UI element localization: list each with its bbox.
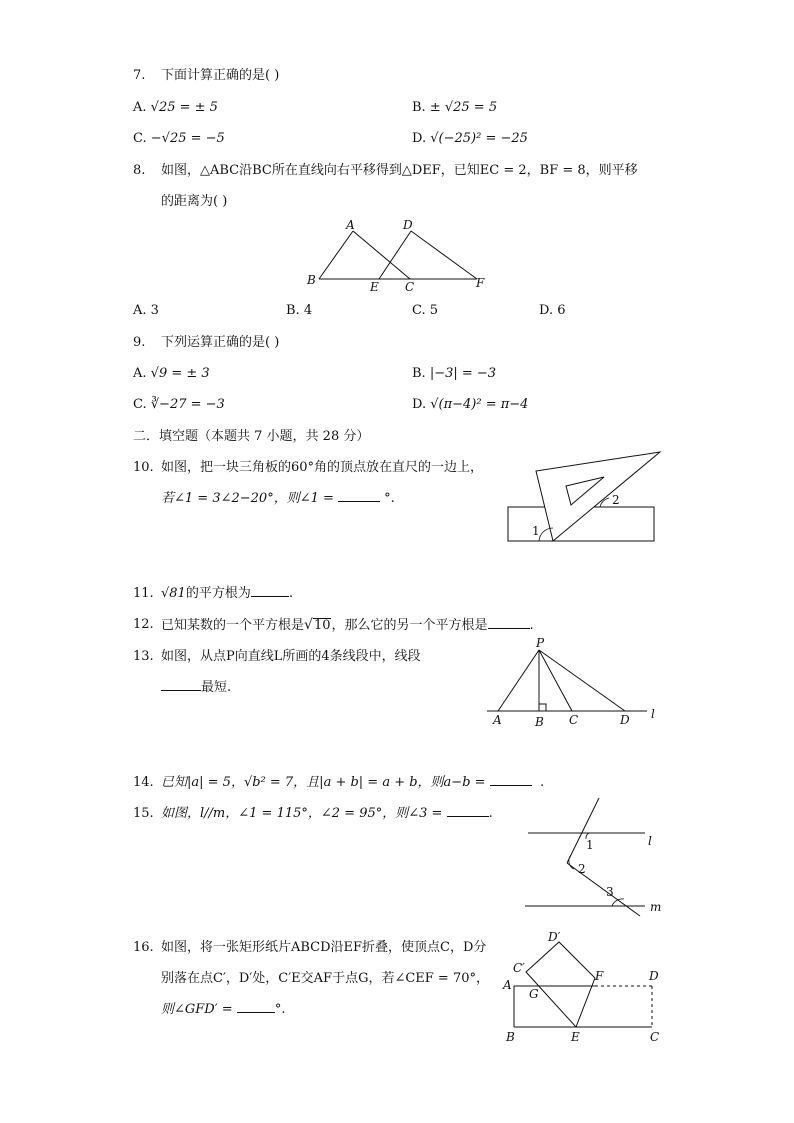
q16-number: 16. — [133, 940, 154, 955]
q16-label-c-prime: C′ — [513, 961, 525, 975]
section-2-title: 二．填空题（本题共 7 小题，共 28 分） — [133, 429, 370, 444]
q10-label-1: 1 — [532, 524, 540, 538]
q16-label-b: B — [506, 1030, 515, 1044]
q15-label-m: m — [650, 900, 662, 914]
q7-option-c: C. −√25 = −5 — [133, 131, 225, 146]
q9-option-d: D. √(π−4)² = π−4 — [412, 397, 529, 412]
q9-option-b: B. |−3| = −3 — [412, 366, 497, 381]
q15-number: 15. — [133, 806, 154, 821]
q10-label-2: 2 — [612, 493, 620, 507]
q14-text: 已知|a| = 5，√b² = 7，且|a + b| = a + b，则a−b = . — [161, 775, 545, 790]
q9-stem: 下列运算正确的是( ) — [161, 335, 280, 350]
q15-parallel-lines-figure — [520, 793, 670, 918]
q8-option-c: C. 5 — [412, 303, 439, 318]
q13-label-p: P — [536, 636, 545, 650]
q10-answer-blank[interactable] — [338, 501, 380, 502]
q16-label-c: C — [650, 1030, 660, 1044]
q7-number: 7. — [133, 68, 146, 83]
q13-perpendicular-figure — [482, 634, 662, 730]
q7-option-b: B. ± √25 = 5 — [412, 100, 498, 115]
q8-label-a: A — [346, 218, 355, 232]
q7-stem: 下面计算正确的是( ) — [161, 68, 280, 83]
q8-option-d: D. 6 — [539, 303, 566, 318]
q12-number: 12. — [133, 617, 154, 632]
q10-line1: 如图，把一块三角板的60°角的顶点放在直尺的一边上， — [161, 460, 484, 475]
q8-label-c: C — [405, 280, 415, 294]
q8-label-e: E — [370, 280, 379, 294]
q8-option-b: B. 4 — [286, 303, 313, 318]
q7-option-d: D. √(−25)² = −25 — [412, 131, 528, 146]
q16-line3: 则∠GFD′ = °. — [161, 1002, 286, 1017]
q16-line2: 别落在点C′，D′处，C′E交AF于点G，若∠CEF = 70°， — [161, 971, 490, 986]
q13-number: 13. — [133, 649, 154, 664]
q9-option-a: A. √9 = ± 3 — [133, 366, 210, 381]
q8-translation-figure — [300, 216, 500, 296]
q10-line2: 若∠1 = 3∠2−20°，则∠1 = °. — [161, 491, 395, 506]
q8-label-f: F — [476, 276, 485, 290]
q13-label-a: A — [493, 713, 502, 727]
q16-label-d: D — [649, 969, 659, 983]
q16-label-g: G — [529, 987, 539, 1001]
q10-number: 10. — [133, 460, 154, 475]
q15-label-1: 1 — [586, 838, 594, 852]
q13-label-c: C — [569, 713, 579, 727]
q15-label-2: 2 — [578, 862, 586, 876]
q16-label-d-prime: D′ — [548, 930, 561, 944]
q7-option-a: A. √25 = ± 5 — [133, 100, 218, 115]
q11-number: 11. — [133, 586, 154, 601]
q14-number: 14. — [133, 775, 154, 790]
q13-label-b: B — [535, 715, 544, 729]
q8-option-a: A. 3 — [133, 303, 159, 318]
q16-label-a: A — [503, 978, 512, 992]
q12-text: 已知某数的一个平方根是√10，那么它的另一个平方根是 . — [161, 617, 534, 633]
q13-label-d: D — [620, 713, 630, 727]
q16-label-e: E — [571, 1030, 580, 1044]
q16-line1: 如图，将一张矩形纸片ABCD沿EF折叠，使顶点C，D分 — [161, 940, 487, 955]
q13-line2: 最短. — [161, 680, 231, 696]
q10-set-square-figure — [505, 448, 665, 544]
q8-number: 8. — [133, 163, 146, 178]
q9-number: 9. — [133, 335, 146, 350]
q9-option-c: C. ∛−27 = −3 — [133, 397, 225, 412]
q13-label-l: l — [651, 707, 655, 721]
q8-stem-line1: 如图，△ABC沿BC所在直线向右平移得到△DEF，已知EC = 2，BF = 8，则平移 — [161, 163, 638, 178]
q13-answer-blank[interactable] — [161, 690, 201, 691]
q15-text: 如图，l//m，∠1 = 115°，∠2 = 95°，则∠3 = . — [161, 806, 493, 821]
q15-label-3: 3 — [606, 885, 614, 899]
q16-folded-rectangle-figure — [498, 928, 668, 1048]
q11-text: √81的平方根为 . — [161, 586, 293, 601]
q8-label-b: B — [307, 273, 316, 287]
q11-answer-blank[interactable] — [251, 596, 289, 597]
q15-answer-blank[interactable] — [447, 816, 489, 817]
q16-answer-blank[interactable] — [237, 1012, 275, 1013]
q14-answer-blank[interactable] — [490, 785, 532, 786]
q16-label-f: F — [595, 969, 604, 983]
q12-answer-blank[interactable] — [488, 628, 530, 629]
q13-line1: 如图，从点P向直线L所画的4条线段中，线段 — [161, 649, 421, 664]
q8-label-d: D — [403, 218, 413, 232]
q8-stem-line2: 的距离为( ) — [161, 194, 228, 209]
q15-label-l: l — [648, 834, 652, 848]
